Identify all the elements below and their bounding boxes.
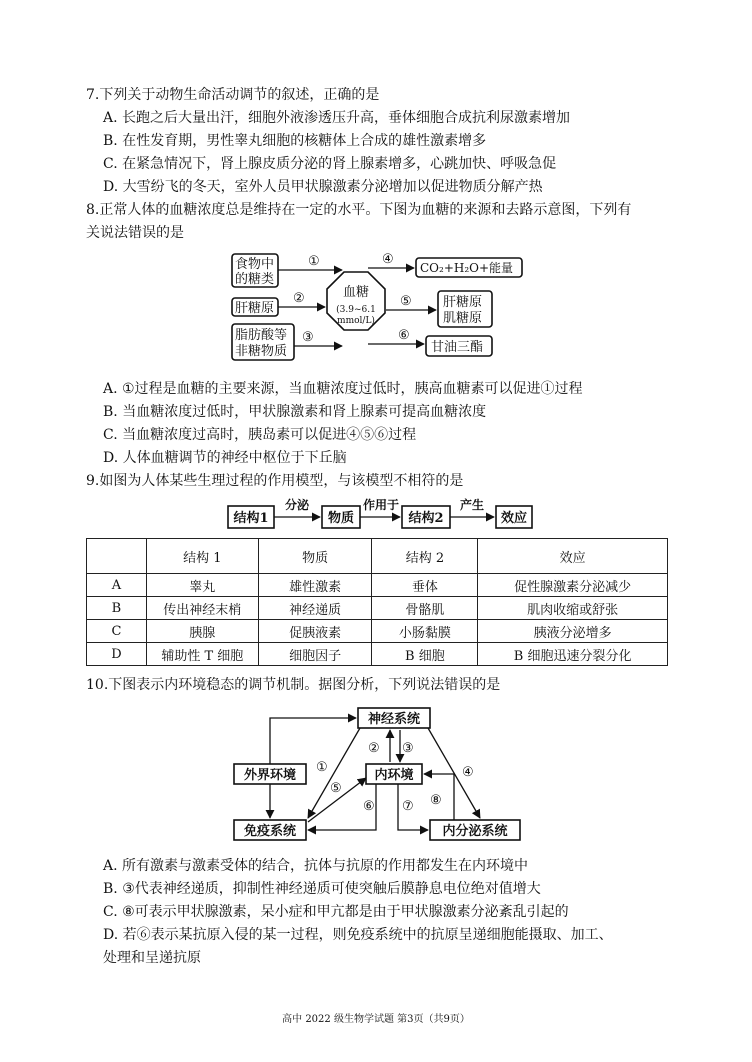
q7-option-c: C. 在紧急情况下，肾上腺皮质分泌的肾上腺素增多，心跳加快、呼吸急促 bbox=[103, 156, 557, 172]
table-cell: 小肠黏膜 bbox=[372, 620, 478, 643]
endocrine-system-label: 内分泌系统 bbox=[442, 824, 508, 839]
table-cell: 骨骼肌 bbox=[372, 597, 478, 620]
model-effect-label: 效应 bbox=[500, 511, 528, 526]
header-cell bbox=[87, 539, 147, 574]
q10-option-d-continued: 处理和呈递抗原 bbox=[103, 950, 201, 966]
q8-option-d: D. 人体血糖调节的神经中枢位于下丘脑 bbox=[103, 450, 347, 466]
table-cell: 胰液分泌增多 bbox=[478, 620, 668, 643]
blood-sugar-range: (3.9~6.1 bbox=[336, 305, 376, 315]
q8-stem-line2: 关说法错误的是 bbox=[86, 225, 184, 241]
label-8: ⑧ bbox=[430, 793, 442, 808]
table-cell: B 细胞迅速分裂分化 bbox=[478, 643, 668, 666]
header-cell: 结构 1 bbox=[146, 539, 258, 574]
source-food-line1: 食物中 bbox=[235, 257, 275, 272]
label-4: ④ bbox=[382, 252, 394, 267]
table-row bbox=[87, 643, 668, 666]
table-row bbox=[87, 597, 668, 620]
output-liver-glycogen: 肝糖原 bbox=[443, 295, 483, 310]
table-cell: 睾丸 bbox=[146, 574, 258, 597]
label-1: ① bbox=[308, 254, 320, 269]
header-cell: 效应 bbox=[478, 539, 668, 574]
q7-option-b: B. 在性发育期，男性睾丸细胞的核糖体上合成的雄性激素增多 bbox=[103, 133, 487, 149]
table-cell: 肌肉收缩或舒张 bbox=[478, 597, 668, 620]
table-cell: 垂体 bbox=[372, 574, 478, 597]
table-cell: D bbox=[87, 643, 147, 666]
table-cell: 辅助性 T 细胞 bbox=[146, 643, 258, 666]
q8-option-b: B. 当血糖浓度过低时，甲状腺激素和肾上腺素可提高血糖浓度 bbox=[103, 404, 487, 420]
table-row bbox=[87, 574, 668, 597]
output-fat-label: 甘油三酯 bbox=[431, 340, 484, 355]
table-cell: 雄性激素 bbox=[258, 574, 372, 597]
table-cell: C bbox=[87, 620, 147, 643]
q10-option-b: B. ③代表神经递质，抑制性神经递质可使突触后膜静息电位绝对值增大 bbox=[103, 881, 541, 897]
table-cell: B bbox=[87, 597, 147, 620]
table-cell: A bbox=[87, 574, 147, 597]
page-footer: 高中 2022 级生物学试题 第3页（共9页） bbox=[282, 1014, 470, 1025]
label-5: ⑤ bbox=[330, 781, 342, 796]
immune-system-label: 免疫系统 bbox=[243, 824, 297, 839]
table-cell: 传出神经末梢 bbox=[146, 597, 258, 620]
label-3: ③ bbox=[402, 741, 414, 756]
internal-env-label: 内环境 bbox=[374, 768, 414, 783]
label-4: ④ bbox=[462, 765, 474, 780]
external-env-label: 外界环境 bbox=[243, 768, 297, 783]
blood-sugar-diagram bbox=[226, 250, 526, 370]
model-substance-label: 物质 bbox=[327, 511, 355, 526]
q10-option-d: D. 若⑥表示某抗原入侵的某一过程，则免疫系统中的抗原呈递细胞能摄取、加工、 bbox=[103, 927, 613, 943]
header-cell: 结构 2 bbox=[372, 539, 478, 574]
table-cell: 细胞因子 bbox=[258, 643, 372, 666]
q9-table bbox=[86, 538, 668, 666]
table-row bbox=[87, 620, 668, 643]
table-header-row bbox=[87, 539, 668, 574]
source-noncarb-line1: 脂肪酸等 bbox=[235, 328, 288, 343]
header-cell: 物质 bbox=[258, 539, 372, 574]
source-glycogen-label: 肝糖原 bbox=[235, 301, 275, 316]
q9-stem: 9.如图为人体某些生理过程的作用模型，与该模型不相符的是 bbox=[86, 473, 464, 489]
q10-option-c: C. ⑧可表示甲状腺激素，呆小症和甲亢都是由于甲状腺激素分泌紊乱引起的 bbox=[103, 904, 569, 920]
label-7: ⑦ bbox=[402, 799, 414, 814]
model-secrete-label: 分泌 bbox=[284, 498, 310, 512]
table-cell: 促性腺激素分泌减少 bbox=[478, 574, 668, 597]
homeostasis-diagram bbox=[230, 704, 530, 846]
model-act-label: 作用于 bbox=[362, 498, 400, 512]
table-cell: 神经递质 bbox=[258, 597, 372, 620]
nervous-system-label: 神经系统 bbox=[367, 712, 421, 727]
q7-option-a: A. 长跑之后大量出汗，细胞外液渗透压升高，垂体细胞合成抗利尿激素增加 bbox=[103, 110, 571, 126]
source-food-line2: 的糖类 bbox=[235, 272, 275, 287]
table-cell: B 细胞 bbox=[372, 643, 478, 666]
label-1: ① bbox=[316, 760, 328, 775]
label-3: ③ bbox=[302, 330, 314, 345]
q7-stem: 7.下列关于动物生命活动调节的叙述，正确的是 bbox=[86, 87, 380, 103]
q8-option-a: A. ①过程是血糖的主要来源，当血糖浓度过低时，胰高血糖素可以促进①过程 bbox=[103, 381, 583, 397]
model-structure1-label: 结构1 bbox=[233, 511, 269, 526]
output-muscle-glycogen: 肌糖原 bbox=[443, 311, 483, 326]
source-noncarb-line2: 非糖物质 bbox=[235, 344, 288, 359]
model-structure2-label: 结构2 bbox=[408, 511, 444, 526]
model-produce-label: 产生 bbox=[459, 498, 485, 512]
blood-sugar-unit: mmol/L) bbox=[337, 316, 375, 326]
table-cell: 胰腺 bbox=[146, 620, 258, 643]
label-6: ⑥ bbox=[363, 799, 375, 814]
blood-sugar-title: 血糖 bbox=[342, 285, 370, 300]
action-model-diagram bbox=[226, 496, 536, 532]
output-co2-label: CO₂+H₂O+能量 bbox=[420, 261, 514, 275]
label-6: ⑥ bbox=[398, 328, 410, 343]
q10-stem: 10.下图表示内环境稳态的调节机制。据图分析，下列说法错误的是 bbox=[86, 677, 501, 693]
q7-option-d: D. 大雪纷飞的冬天，室外人员甲状腺激素分泌增加以促进物质分解产热 bbox=[103, 179, 543, 195]
label-2: ② bbox=[368, 741, 380, 756]
q8-option-c: C. 当血糖浓度过高时，胰岛素可以促进④⑤⑥过程 bbox=[103, 427, 417, 443]
q8-stem-line1: 8.正常人体的血糖浓度总是维持在一定的水平。下图为血糖的来源和去路示意图，下列有 bbox=[86, 202, 632, 218]
label-2: ② bbox=[293, 291, 305, 306]
label-5: ⑤ bbox=[400, 294, 412, 309]
table-cell: 促胰液素 bbox=[258, 620, 372, 643]
q10-option-a: A. 所有激素与激素受体的结合，抗体与抗原的作用都发生在内环境中 bbox=[103, 858, 529, 874]
